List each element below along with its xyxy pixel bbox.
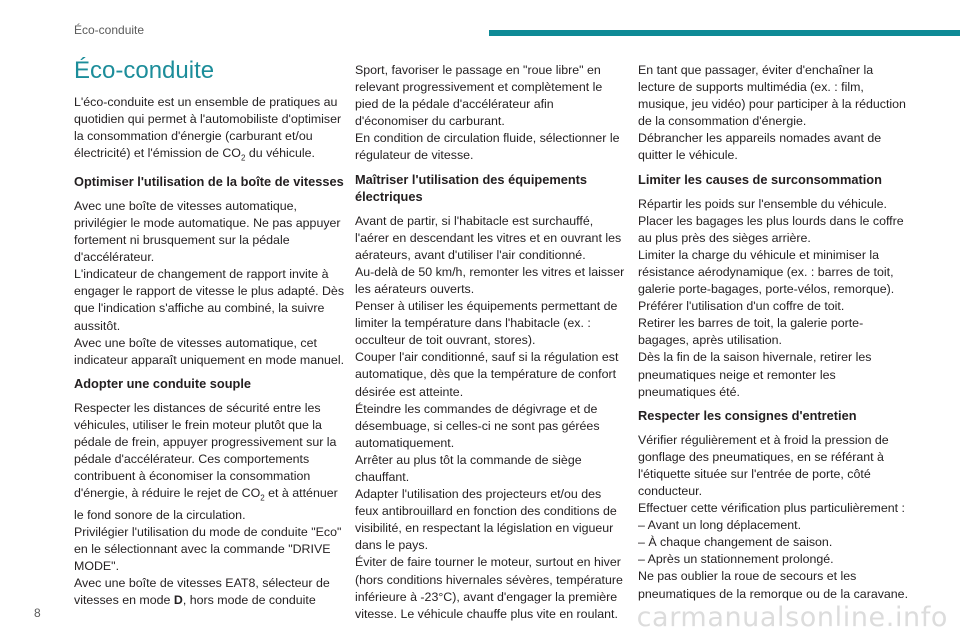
paragraph-gearbox: Avec une boîte de vitesses automatique, privilégier le mode automatique. Ne pas appuyer fortement ni brusquement sur la pédale d'accélérateur. L'indicateur de changement de rapport invite à engager le rapport de vitesse le plus adapté. Dès que l'indication s'affiche au combiné, la suivre aussitôt. Avec une boîte de vitesses automatique, cet indicateur apparaît uniquement en mode manuel. xyxy=(74,198,345,367)
paragraph-overconsumption: Répartir les poids sur l'ensemble du véhicule. Placer les bagages les plus lourds dans le coffre au plus près des sièges arrière. Limiter la charge du véhicule et minimiser la résistance aérodynamique (ex. : barres de toit, galerie porte-bagages, porte-vélos, remorque). Préférer l'utilisation d'un coffre de toit. Retirer les barres de toit, la galerie porte-bagages, après utilisation. Dès la fin de la saison hivernale, retirer les pneumatiques neige et remonter les pneumatiques été. xyxy=(638,196,904,399)
paragraph-maintenance: Vérifier régulièrement et à froid la pression de gonflage des pneumatiques, en se référant à l'étiquette située sur l'entrée de porte, côté conducteur. Effectuer cette vérification plus particulièrement : – Avant un long déplacement. – À chaque changement de saison. – Après un stationnement prolongé. Ne pas oublier la roue de secours et les pneumatiques de la remorque ou de la caravane. xyxy=(638,432,909,601)
paragraph-electrical: Avant de partir, si l'habitacle est surchauffé, l'aérer en descendant les vitres et en ouvrant les aérateurs, avant d'utiliser l'air conditionné. Au-delà de 50 km/h, remonter les vitres et laisser les aérateurs ouverts. Penser à utiliser les équipements permettant de limiter la température dans l'habitacle (ex. : occulteur de toit ouvrant, stores). Couper l'air conditionné, sauf si la régulation est automatique, dès que la température de confort désirée est atteinte. Éteindre les commandes de dégivrage et de désembuage, si celles-ci ne sont pas gérées automatiquement. Arrêter au plus tôt la commande de siège chauffant. Adapter l'utilisation des projecteurs et/ou des feux antibrouillard en fonction des conditions de visibilité, en respectant la législation en vigueur dans le pays. Éviter de faire tourner le moteur, surtout en hiver (hors conditions hivernales sévères, température inférieure à -23°C), avant d'engager la première vitesse. Le véhicule chauffe plus vite en roulant. xyxy=(355,213,625,621)
watermark: carmanualsonline.info xyxy=(636,602,948,633)
co2-subscript: 2 xyxy=(240,153,246,163)
column-1 xyxy=(74,58,346,609)
smooth-text-b: et à atténuer le fond sonore de la circulation. Privilégier l'utilisation du mode de conduite "Eco" en le sélectionnant avec la commande "DRIVE MODE". Avec une boîte de vitesses EAT8, sélecteur de vitesses en mode xyxy=(74,486,342,608)
smooth-text-a: Respecter les distances de sécurité entre les véhicules, utiliser le frein moteur plutôt que la pédale de frein, appuyer progressivement sur la pédale d'accélérateur. Ces comportements contribuent à économiser la consommation d'énergie, à réduire le rejet de CO xyxy=(74,400,337,501)
intro-text-a: L'éco-conduite est un ensemble de pratiques au quotidien qui permet à l'automobiliste d'optimiser la consommation d'énergie (carburant et/ou électricité) et l'émission de CO xyxy=(74,95,342,161)
intro-text-b: du véhicule. xyxy=(245,146,315,161)
gear-d-label: D xyxy=(173,593,183,608)
page-number: 8 xyxy=(34,606,41,620)
header-accent-bar xyxy=(489,30,960,36)
co2-subscript-2: 2 xyxy=(260,493,265,503)
page-title: Éco-conduite xyxy=(74,57,215,84)
column-3 xyxy=(638,62,910,603)
heading-overconsumption: Limiter les causes de surconsommation xyxy=(638,171,882,187)
heading-maintenance: Respecter les consignes d'entretien xyxy=(638,407,857,423)
running-header: Éco-conduite xyxy=(74,23,145,37)
column-2 xyxy=(355,62,627,623)
heading-electrical: Maîtriser l'utilisation des équipements électriques xyxy=(355,171,588,204)
heading-smooth-driving: Adopter une conduite souple xyxy=(74,375,252,391)
heading-gearbox: Optimiser l'utilisation de la boîte de vitesses xyxy=(74,173,344,189)
paragraph-smooth-driving xyxy=(74,400,346,610)
intro-paragraph xyxy=(74,94,346,167)
smooth-text-c: , hors mode de conduite xyxy=(182,593,316,608)
paragraph-continued: Sport, favoriser le passage en "roue libre" en relevant progressivement et complètement le pied de la pédale d'accélérateur afin d'économiser du carburant. En condition de circulation fluide, sélectionner le régulateur de vitesse. xyxy=(355,63,620,163)
paragraph-passenger: En tant que passager, éviter d'enchaîner la lecture de supports multimédia (ex. : film, musique, jeu vidéo) pour participer à la réduction de la consommation d'énergie. Débrancher les appareils nomades avant de quitter le véhicule. xyxy=(638,63,906,163)
